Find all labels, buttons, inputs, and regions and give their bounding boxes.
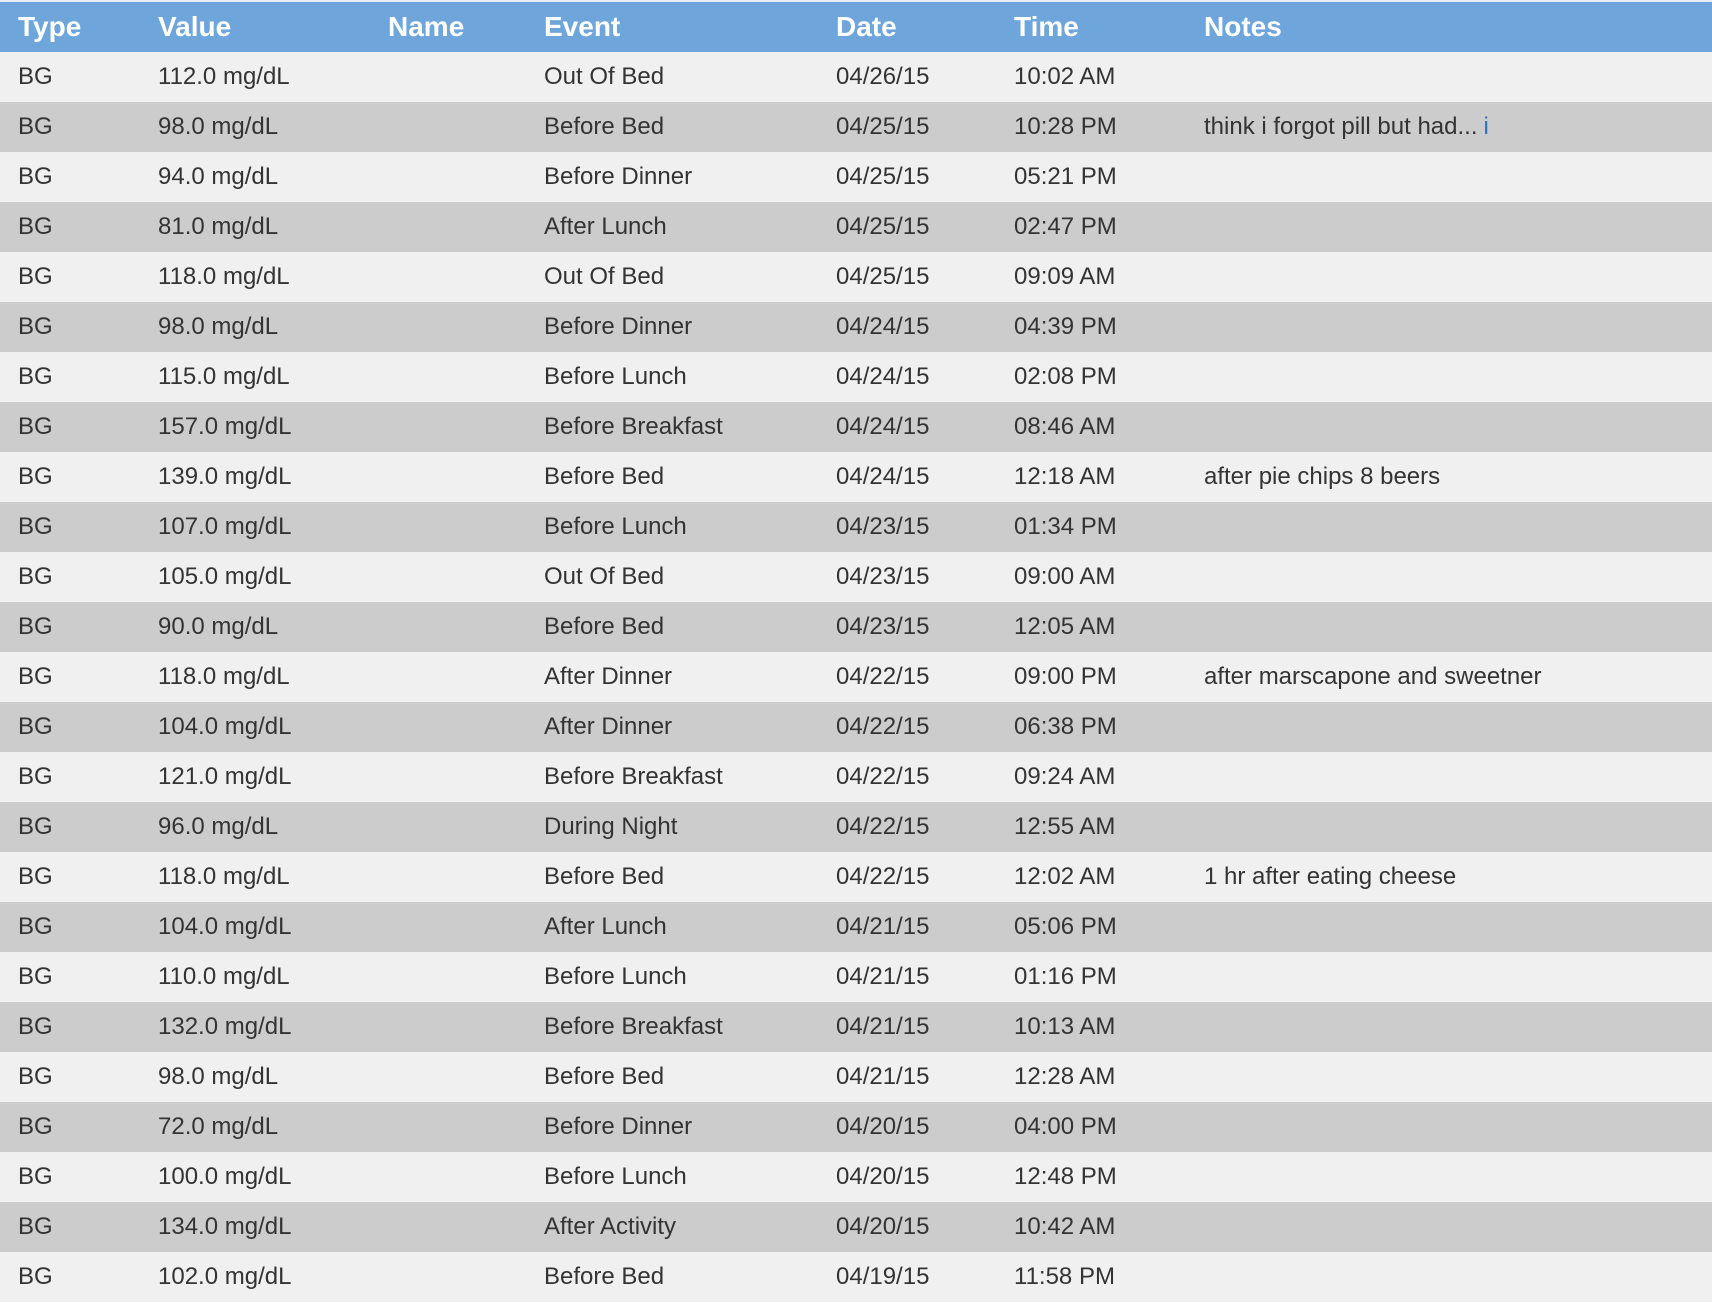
cell-event: Before Bed bbox=[526, 1052, 818, 1102]
cell-type: BG bbox=[0, 602, 140, 652]
cell-value: 98.0 mg/dL bbox=[140, 1052, 370, 1102]
cell-type: BG bbox=[0, 802, 140, 852]
column-header-value[interactable]: Value bbox=[140, 1, 370, 52]
cell-type: BG bbox=[0, 1152, 140, 1202]
cell-event: After Dinner bbox=[526, 652, 818, 702]
cell-type: BG bbox=[0, 252, 140, 302]
table-row[interactable] bbox=[0, 202, 1712, 252]
column-header-time[interactable]: Time bbox=[996, 1, 1186, 52]
cell-notes bbox=[1186, 802, 1712, 852]
notes-text: think i forgot pill but had... bbox=[1204, 113, 1478, 140]
cell-type: BG bbox=[0, 352, 140, 402]
cell-date: 04/25/15 bbox=[818, 202, 996, 252]
table-row[interactable] bbox=[0, 302, 1712, 352]
cell-name bbox=[370, 502, 526, 552]
cell-name bbox=[370, 352, 526, 402]
notes-text: after pie chips 8 beers bbox=[1204, 463, 1441, 490]
cell-date: 04/23/15 bbox=[818, 602, 996, 652]
cell-value: 115.0 mg/dL bbox=[140, 352, 370, 402]
notes-text: 1 hr after eating cheese bbox=[1204, 863, 1457, 890]
cell-date: 04/24/15 bbox=[818, 402, 996, 452]
cell-date: 04/24/15 bbox=[818, 302, 996, 352]
cell-time: 04:39 PM bbox=[996, 302, 1186, 352]
cell-date: 04/20/15 bbox=[818, 1202, 996, 1252]
cell-notes bbox=[1186, 302, 1712, 352]
table-row[interactable] bbox=[0, 852, 1712, 902]
cell-type: BG bbox=[0, 702, 140, 752]
cell-name bbox=[370, 1152, 526, 1202]
cell-notes bbox=[1186, 1252, 1712, 1302]
table-row[interactable] bbox=[0, 52, 1712, 102]
cell-notes bbox=[1186, 1052, 1712, 1102]
cell-event: After Lunch bbox=[526, 202, 818, 252]
cell-event: Before Dinner bbox=[526, 152, 818, 202]
cell-type: BG bbox=[0, 102, 140, 152]
cell-date: 04/21/15 bbox=[818, 902, 996, 952]
cell-value: 157.0 mg/dL bbox=[140, 402, 370, 452]
cell-time: 08:46 AM bbox=[996, 402, 1186, 452]
cell-date: 04/20/15 bbox=[818, 1102, 996, 1152]
cell-name bbox=[370, 452, 526, 502]
table-row[interactable] bbox=[0, 552, 1712, 602]
cell-date: 04/21/15 bbox=[818, 952, 996, 1002]
cell-event: Before Lunch bbox=[526, 502, 818, 552]
cell-notes bbox=[1186, 252, 1712, 302]
table-row[interactable] bbox=[0, 452, 1712, 502]
table-row[interactable] bbox=[0, 752, 1712, 802]
cell-value: 100.0 mg/dL bbox=[140, 1152, 370, 1202]
cell-time: 11:58 PM bbox=[996, 1252, 1186, 1302]
cell-date: 04/21/15 bbox=[818, 1002, 996, 1052]
table-row[interactable] bbox=[0, 402, 1712, 452]
cell-date: 04/22/15 bbox=[818, 652, 996, 702]
cell-name bbox=[370, 402, 526, 452]
cell-type: BG bbox=[0, 852, 140, 902]
cell-name bbox=[370, 1202, 526, 1252]
cell-event: Before Lunch bbox=[526, 1152, 818, 1202]
cell-event: Before Breakfast bbox=[526, 752, 818, 802]
column-header-type[interactable]: Type bbox=[0, 1, 140, 52]
cell-date: 04/25/15 bbox=[818, 152, 996, 202]
cell-time: 12:18 AM bbox=[996, 452, 1186, 502]
table-row[interactable] bbox=[0, 702, 1712, 752]
cell-notes bbox=[1186, 652, 1712, 702]
cell-date: 04/26/15 bbox=[818, 52, 996, 102]
table-row[interactable] bbox=[0, 152, 1712, 202]
table-row[interactable] bbox=[0, 352, 1712, 402]
cell-event: Before Dinner bbox=[526, 302, 818, 352]
cell-name bbox=[370, 802, 526, 852]
cell-name bbox=[370, 852, 526, 902]
cell-time: 12:28 AM bbox=[996, 1052, 1186, 1102]
table-body bbox=[0, 52, 1712, 1302]
cell-date: 04/23/15 bbox=[818, 552, 996, 602]
cell-name bbox=[370, 202, 526, 252]
cell-date: 04/20/15 bbox=[818, 1152, 996, 1202]
table-row[interactable] bbox=[0, 952, 1712, 1002]
note-info-link[interactable]: i bbox=[1483, 113, 1489, 140]
cell-value: 98.0 mg/dL bbox=[140, 302, 370, 352]
cell-notes bbox=[1186, 502, 1712, 552]
table-bottom-spacer bbox=[0, 1302, 1712, 1311]
cell-value: 104.0 mg/dL bbox=[140, 902, 370, 952]
cell-value: 112.0 mg/dL bbox=[140, 52, 370, 102]
cell-date: 04/25/15 bbox=[818, 102, 996, 152]
cell-notes bbox=[1186, 102, 1712, 152]
cell-value: 90.0 mg/dL bbox=[140, 602, 370, 652]
cell-value: 94.0 mg/dL bbox=[140, 152, 370, 202]
table-row[interactable] bbox=[0, 652, 1712, 702]
cell-value: 98.0 mg/dL bbox=[140, 102, 370, 152]
cell-type: BG bbox=[0, 202, 140, 252]
cell-type: BG bbox=[0, 152, 140, 202]
cell-type: BG bbox=[0, 552, 140, 602]
cell-date: 04/24/15 bbox=[818, 352, 996, 402]
cell-event: Out Of Bed bbox=[526, 552, 818, 602]
cell-date: 04/22/15 bbox=[818, 852, 996, 902]
cell-event: Out Of Bed bbox=[526, 52, 818, 102]
cell-event: After Dinner bbox=[526, 702, 818, 752]
cell-type: BG bbox=[0, 1052, 140, 1102]
cell-value: 121.0 mg/dL bbox=[140, 752, 370, 802]
cell-value: 81.0 mg/dL bbox=[140, 202, 370, 252]
cell-notes bbox=[1186, 352, 1712, 402]
cell-value: 102.0 mg/dL bbox=[140, 1252, 370, 1302]
notes-text: after marscapone and sweetner bbox=[1204, 663, 1542, 690]
cell-name bbox=[370, 252, 526, 302]
cell-time: 10:28 PM bbox=[996, 102, 1186, 152]
table-row[interactable] bbox=[0, 602, 1712, 652]
cell-notes bbox=[1186, 452, 1712, 502]
cell-event: Before Bed bbox=[526, 452, 818, 502]
table-row[interactable] bbox=[0, 102, 1712, 152]
column-header-notes[interactable]: Notes bbox=[1186, 1, 1712, 52]
cell-value: 72.0 mg/dL bbox=[140, 1102, 370, 1152]
cell-value: 96.0 mg/dL bbox=[140, 802, 370, 852]
table-row[interactable] bbox=[0, 1152, 1712, 1202]
cell-date: 04/22/15 bbox=[818, 702, 996, 752]
cell-type: BG bbox=[0, 52, 140, 102]
cell-time: 06:38 PM bbox=[996, 702, 1186, 752]
cell-type: BG bbox=[0, 952, 140, 1002]
table-row[interactable] bbox=[0, 1252, 1712, 1302]
cell-type: BG bbox=[0, 502, 140, 552]
table-row[interactable] bbox=[0, 902, 1712, 952]
cell-notes bbox=[1186, 852, 1712, 902]
cell-event: After Lunch bbox=[526, 902, 818, 952]
cell-name bbox=[370, 902, 526, 952]
cell-time: 09:00 AM bbox=[996, 552, 1186, 602]
cell-date: 04/21/15 bbox=[818, 1052, 996, 1102]
cell-value: 105.0 mg/dL bbox=[140, 552, 370, 602]
cell-notes bbox=[1186, 52, 1712, 102]
table-row[interactable] bbox=[0, 252, 1712, 302]
cell-type: BG bbox=[0, 1102, 140, 1152]
header-row bbox=[0, 1, 1712, 52]
cell-event: Before Bed bbox=[526, 852, 818, 902]
cell-time: 12:05 AM bbox=[996, 602, 1186, 652]
cell-value: 132.0 mg/dL bbox=[140, 1002, 370, 1052]
cell-notes bbox=[1186, 952, 1712, 1002]
cell-name bbox=[370, 952, 526, 1002]
cell-value: 118.0 mg/dL bbox=[140, 652, 370, 702]
cell-name bbox=[370, 52, 526, 102]
cell-event: Before Lunch bbox=[526, 952, 818, 1002]
cell-notes bbox=[1186, 552, 1712, 602]
cell-value: 110.0 mg/dL bbox=[140, 952, 370, 1002]
cell-time: 10:13 AM bbox=[996, 1002, 1186, 1052]
cell-time: 02:08 PM bbox=[996, 352, 1186, 402]
cell-notes bbox=[1186, 1152, 1712, 1202]
cell-event: Before Dinner bbox=[526, 1102, 818, 1152]
cell-time: 12:55 AM bbox=[996, 802, 1186, 852]
cell-type: BG bbox=[0, 452, 140, 502]
table-row[interactable] bbox=[0, 1202, 1712, 1252]
cell-type: BG bbox=[0, 302, 140, 352]
cell-notes bbox=[1186, 402, 1712, 452]
cell-event: Before Lunch bbox=[526, 352, 818, 402]
cell-name bbox=[370, 552, 526, 602]
cell-value: 139.0 mg/dL bbox=[140, 452, 370, 502]
cell-type: BG bbox=[0, 902, 140, 952]
cell-name bbox=[370, 302, 526, 352]
cell-time: 05:06 PM bbox=[996, 902, 1186, 952]
cell-name bbox=[370, 652, 526, 702]
cell-event: During Night bbox=[526, 802, 818, 852]
cell-type: BG bbox=[0, 752, 140, 802]
cell-value: 104.0 mg/dL bbox=[140, 702, 370, 752]
cell-name bbox=[370, 1102, 526, 1152]
cell-notes bbox=[1186, 1002, 1712, 1052]
table-row[interactable] bbox=[0, 502, 1712, 552]
cell-time: 10:02 AM bbox=[996, 52, 1186, 102]
cell-notes bbox=[1186, 152, 1712, 202]
cell-time: 01:16 PM bbox=[996, 952, 1186, 1002]
cell-value: 118.0 mg/dL bbox=[140, 852, 370, 902]
cell-type: BG bbox=[0, 652, 140, 702]
cell-name bbox=[370, 152, 526, 202]
cell-date: 04/23/15 bbox=[818, 502, 996, 552]
cell-date: 04/19/15 bbox=[818, 1252, 996, 1302]
cell-name bbox=[370, 102, 526, 152]
cell-name bbox=[370, 1052, 526, 1102]
column-header-name[interactable]: Name bbox=[370, 1, 526, 52]
cell-time: 12:02 AM bbox=[996, 852, 1186, 902]
cell-time: 10:42 AM bbox=[996, 1202, 1186, 1252]
cell-type: BG bbox=[0, 1252, 140, 1302]
cell-name bbox=[370, 702, 526, 752]
column-header-date[interactable]: Date bbox=[818, 1, 996, 52]
cell-value: 118.0 mg/dL bbox=[140, 252, 370, 302]
table-row[interactable] bbox=[0, 802, 1712, 852]
cell-notes bbox=[1186, 202, 1712, 252]
table-header bbox=[0, 1, 1712, 52]
cell-type: BG bbox=[0, 1002, 140, 1052]
cell-time: 05:21 PM bbox=[996, 152, 1186, 202]
cell-value: 134.0 mg/dL bbox=[140, 1202, 370, 1252]
cell-notes bbox=[1186, 752, 1712, 802]
cell-name bbox=[370, 602, 526, 652]
cell-value: 107.0 mg/dL bbox=[140, 502, 370, 552]
cell-date: 04/24/15 bbox=[818, 452, 996, 502]
cell-name bbox=[370, 752, 526, 802]
cell-time: 09:24 AM bbox=[996, 752, 1186, 802]
cell-event: Before Bed bbox=[526, 102, 818, 152]
cell-type: BG bbox=[0, 1202, 140, 1252]
cell-time: 09:09 AM bbox=[996, 252, 1186, 302]
cell-type: BG bbox=[0, 402, 140, 452]
table-row[interactable] bbox=[0, 1052, 1712, 1102]
cell-name bbox=[370, 1252, 526, 1302]
cell-time: 02:47 PM bbox=[996, 202, 1186, 252]
column-header-event[interactable]: Event bbox=[526, 1, 818, 52]
table-row[interactable] bbox=[0, 1102, 1712, 1152]
cell-notes bbox=[1186, 902, 1712, 952]
cell-date: 04/22/15 bbox=[818, 802, 996, 852]
cell-notes bbox=[1186, 702, 1712, 752]
cell-event: Before Breakfast bbox=[526, 402, 818, 452]
cell-event: Before Bed bbox=[526, 1252, 818, 1302]
cell-event: After Activity bbox=[526, 1202, 818, 1252]
cell-notes bbox=[1186, 1202, 1712, 1252]
table-row[interactable] bbox=[0, 1002, 1712, 1052]
cell-event: Out Of Bed bbox=[526, 252, 818, 302]
cell-notes bbox=[1186, 602, 1712, 652]
cell-event: Before Breakfast bbox=[526, 1002, 818, 1052]
cell-date: 04/22/15 bbox=[818, 752, 996, 802]
cell-time: 12:48 PM bbox=[996, 1152, 1186, 1202]
cell-notes bbox=[1186, 1102, 1712, 1152]
cell-name bbox=[370, 1002, 526, 1052]
cell-time: 04:00 PM bbox=[996, 1102, 1186, 1152]
cell-time: 01:34 PM bbox=[996, 502, 1186, 552]
cell-time: 09:00 PM bbox=[996, 652, 1186, 702]
cell-date: 04/25/15 bbox=[818, 252, 996, 302]
cell-event: Before Bed bbox=[526, 602, 818, 652]
